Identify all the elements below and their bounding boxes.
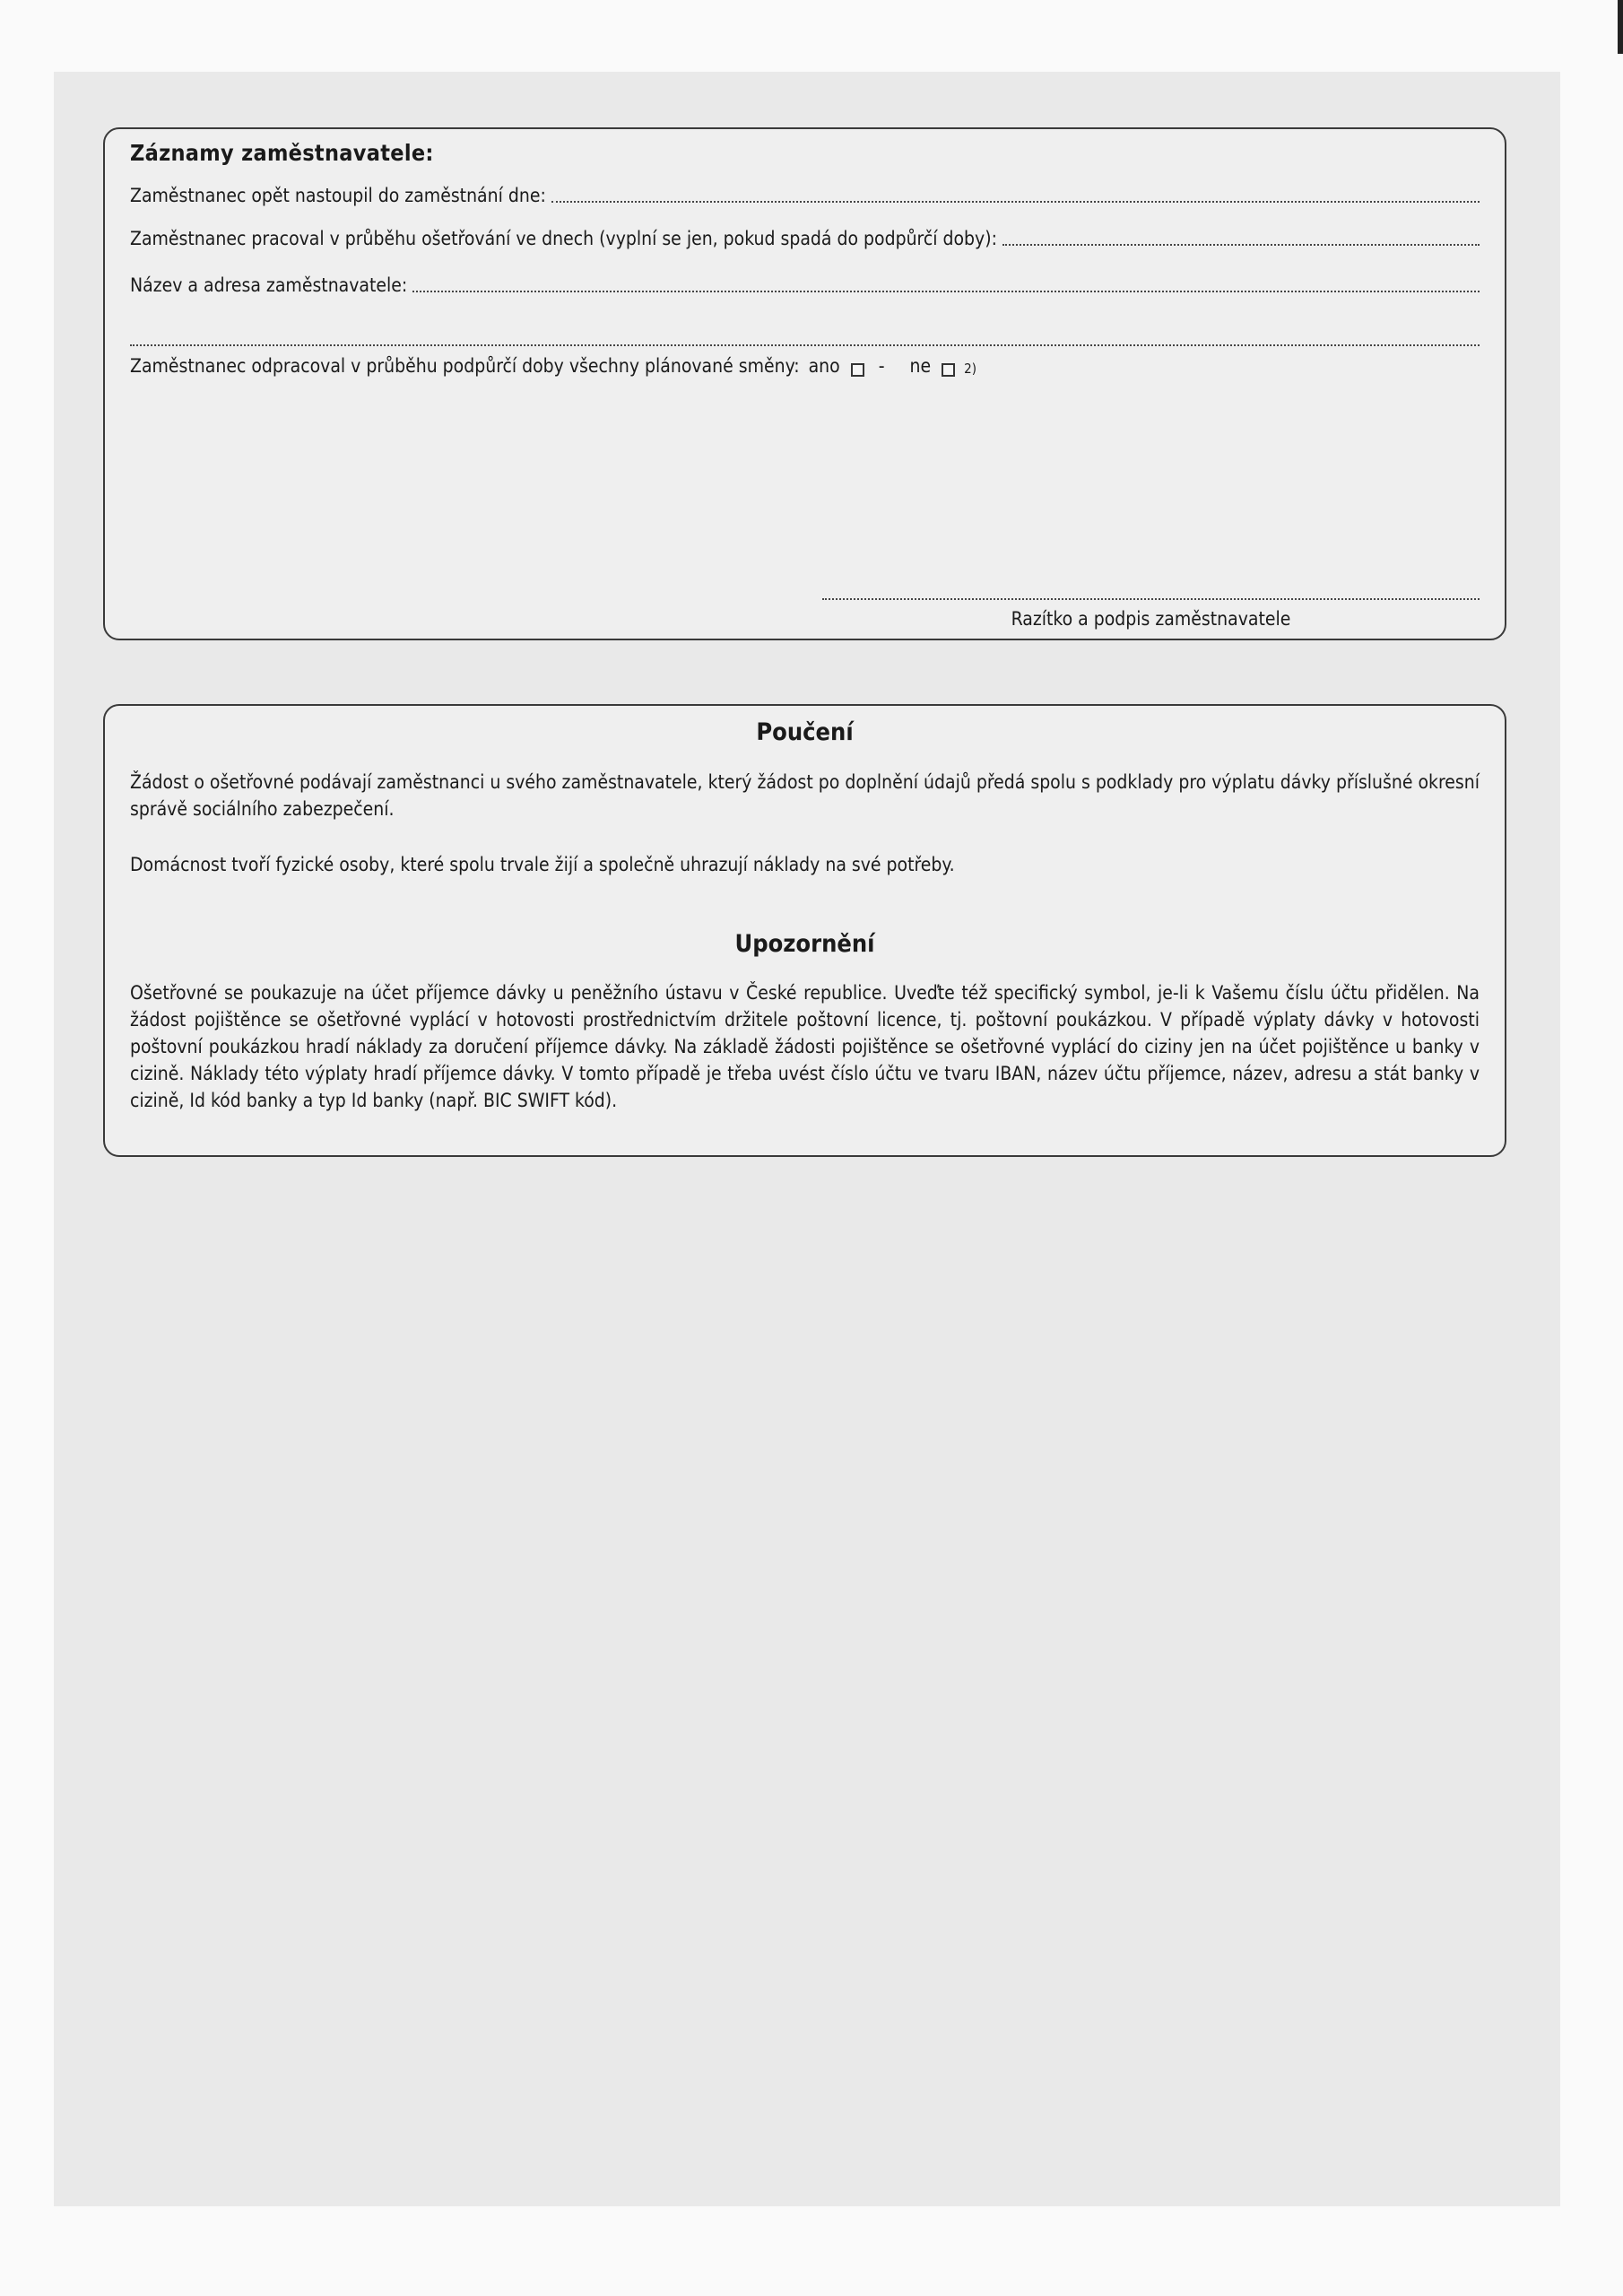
returned-to-work-label: Zaměstnanec opět nastoupil do zaměstnání dne: [130, 185, 546, 206]
worked-days-label: Zaměstnanec pracoval v průběhu ošetřování ve dnech (vyplní se jen, pokud spadá do podpůrčí doby): [130, 228, 997, 249]
footnote-marker: 2) [964, 361, 977, 377]
notice-paragraph-1: Žádost o ošetřovné podávají zaměstnanci u svého zaměstnavatele, který žádost po doplnění údajů předá spolu s podklady pro výplatu dávky příslušné okresní správě sociálního zabezpečení. [130, 771, 1480, 820]
no-checkbox[interactable] [942, 363, 955, 377]
worked-days-row [130, 228, 1480, 249]
no-label: ne [909, 355, 932, 377]
warning-paragraph: Ošetřovné se poukazuje na účet příjemce dávky u peněžního ústavu v České republice. Uveďte též specifický symbol, je-li k Vašemu číslu účtu přidělen. Na žádost pojištěnce se ošetřovné vyplácí v hotovosti prostřednictvím držitele poštovní licence, tj. poštovní poukázkou. V případě výplaty dávky v hotovosti poštovní poukázkou hradí náklady za doručení příjemce dávky. Na základě žádosti pojištěnce se ošetřovné vyplácí do ciziny jen na účet pojištěnce u banky v cizině. Náklady této výplaty hradí příjemce dávky. V tomto případě je třeba uvést číslo účtu ve tvaru IBAN, název účtu příjemce, název, adresu a stát banky v cizině, Id kód banky a typ Id banky (např. BIC SWIFT kód). [130, 982, 1480, 1111]
notice-paragraph-2: Domácnost tvoří fyzické osoby, které spolu trvale žijí a společně uhrazují náklady na své potřeby. [130, 854, 955, 875]
yes-checkbox[interactable] [851, 363, 864, 377]
yes-label: ano [808, 355, 840, 377]
notice-heading: Poučení [756, 718, 854, 746]
employer-name-row [130, 274, 1480, 296]
employer-name-label: Název a adresa zaměstnavatele: [130, 274, 408, 296]
employer-name-field[interactable] [412, 287, 1480, 292]
notice-box [103, 704, 1506, 1157]
scan-edge-mark [1618, 0, 1623, 54]
returned-to-work-field[interactable] [551, 197, 1480, 203]
employer-records-box [103, 127, 1506, 640]
shifts-row [130, 355, 1480, 377]
signature-caption: Razítko a podpis zaměstnavatele [1011, 608, 1291, 630]
employer-address-field[interactable] [130, 344, 1480, 346]
employer-records-heading: Záznamy zaměstnavatele: [130, 140, 434, 166]
worked-days-field[interactable] [1002, 240, 1480, 246]
warning-heading: Upozornění [734, 930, 875, 958]
shifts-label: Zaměstnanec odpracoval v průběhu podpůrčí doby všechny plánované směny: [130, 355, 800, 377]
returned-to-work-row [130, 185, 1480, 206]
dash-separator: - [878, 355, 885, 377]
signature-field[interactable] [822, 598, 1480, 600]
